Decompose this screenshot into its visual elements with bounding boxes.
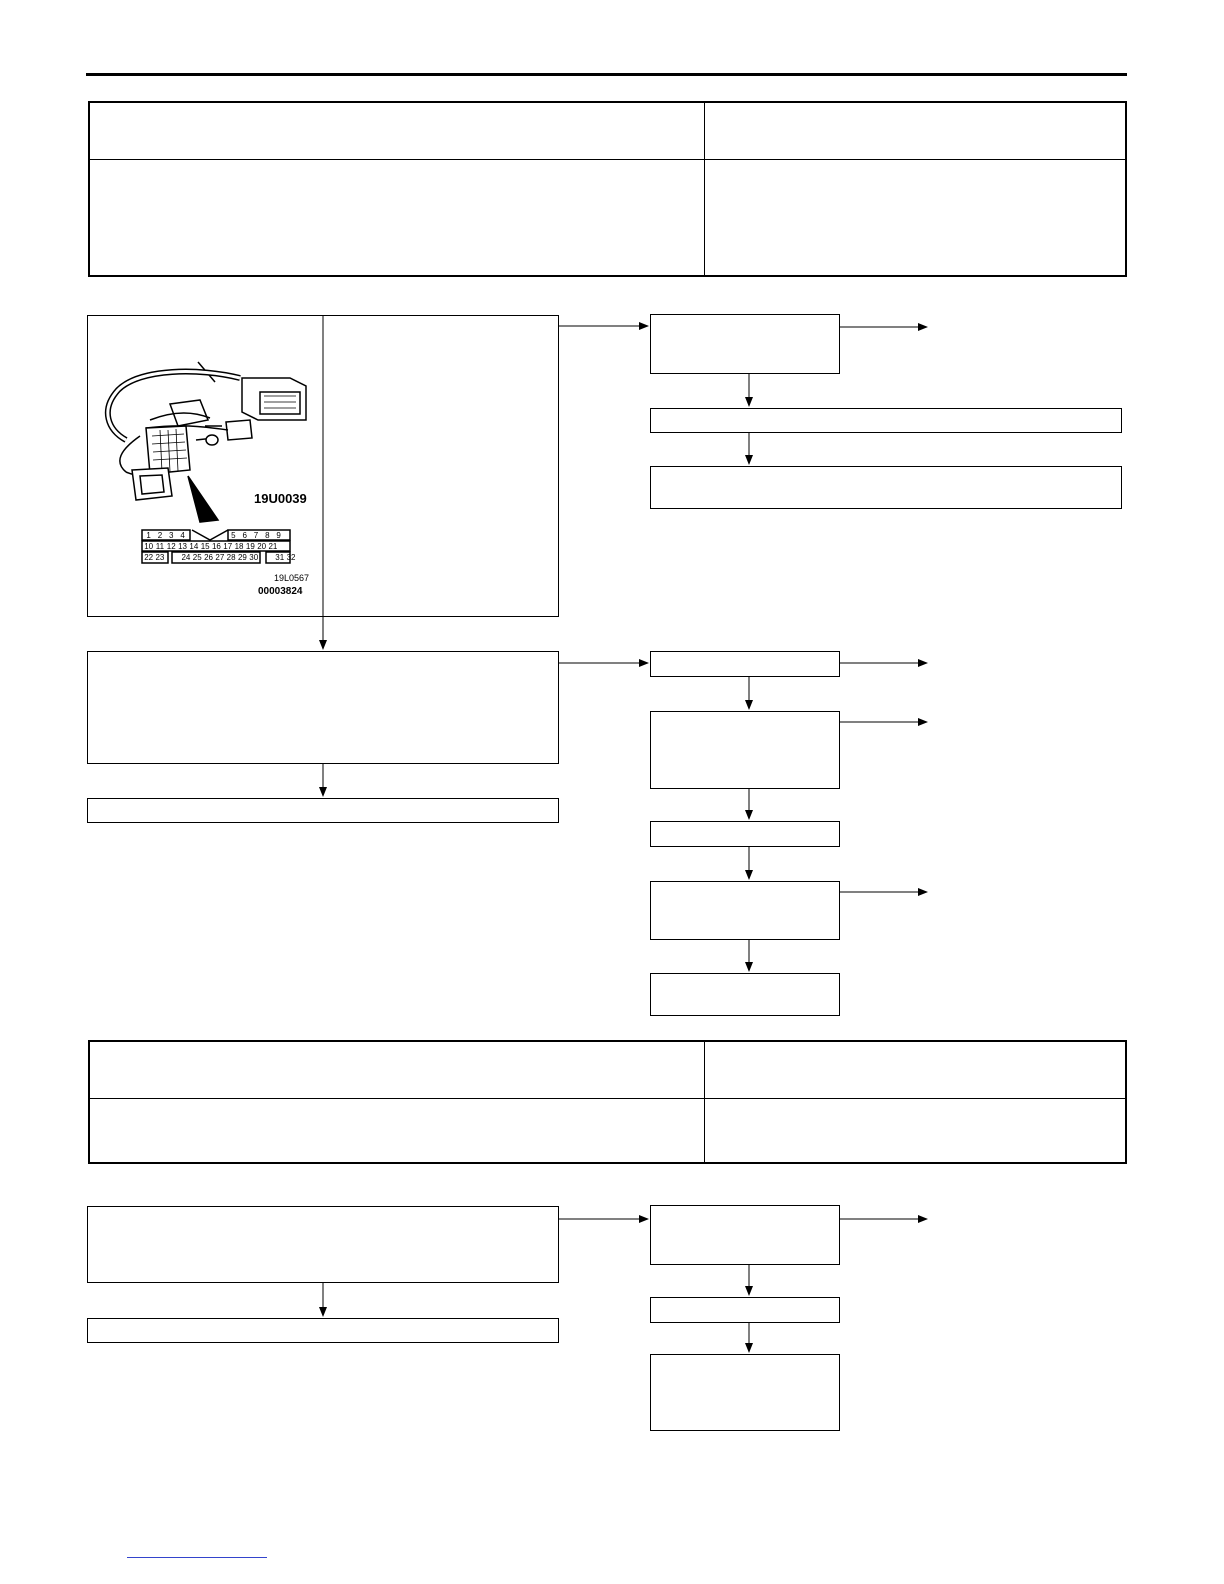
connector-pin-number: 6 <box>242 531 247 540</box>
top-table <box>88 101 1127 277</box>
connector-pin-number: 18 <box>234 542 244 551</box>
connector-pin-number: 11 <box>155 542 165 551</box>
figure-code-3: 00003824 <box>258 586 303 597</box>
result-box-4 <box>650 821 840 847</box>
figure-code-2: 19L0567 <box>274 573 310 583</box>
result-box-2 <box>650 651 840 677</box>
result-box-8 <box>650 1297 840 1323</box>
bottom-table-col-divider <box>704 1040 705 1164</box>
step-2-result-box <box>87 798 559 823</box>
step-3-result-box <box>87 1318 559 1343</box>
check-box-5 <box>650 881 840 940</box>
connector-pin-number: 24 <box>181 553 191 562</box>
bottom-table <box>88 1040 1127 1164</box>
result-box-1 <box>650 314 840 374</box>
connector-pin-number: 12 <box>166 542 176 551</box>
connector-pin-number: 16 <box>211 542 221 551</box>
step-1-box <box>87 315 559 617</box>
connector-pin-number: 31 <box>275 553 285 562</box>
connector-pin-number: 20 <box>257 542 267 551</box>
action-box-9 <box>650 1354 840 1431</box>
connector-pin-number: 17 <box>223 542 233 551</box>
action-box-6 <box>650 973 840 1016</box>
connector-pin-number: 3 <box>169 531 174 540</box>
figure-code-1: 19U0039 <box>254 491 307 506</box>
top-table-col-divider <box>704 101 705 277</box>
connector-pin-number: 8 <box>265 531 270 540</box>
top-table-row-divider <box>88 159 1127 160</box>
connector-pin-number: 26 <box>204 553 213 562</box>
check-box-3 <box>650 711 840 789</box>
connector-pin-number: 7 <box>253 531 259 540</box>
connector-pin-number: 29 <box>237 553 247 562</box>
connector-pin-number: 13 <box>178 542 187 551</box>
connector-pin-number: 2 <box>157 531 163 540</box>
connector-pin-number: 30 <box>249 553 259 562</box>
action-box-2 <box>650 466 1122 509</box>
connector-pin-number: 14 <box>189 542 199 551</box>
connector-pin-number: 21 <box>268 542 278 551</box>
connector-pin-number: 28 <box>226 553 236 562</box>
connector-pin-number: 23 <box>155 553 165 562</box>
footer-link[interactable] <box>127 1557 267 1558</box>
connector-pin-number: 9 <box>276 531 281 540</box>
connector-pin-number: 19 <box>245 542 255 551</box>
connector-pin-number: 1 <box>146 531 151 540</box>
action-box-1 <box>650 408 1122 433</box>
result-box-7 <box>650 1205 840 1265</box>
connector-pin-number: 32 <box>286 553 296 562</box>
connector-pin-number: 10 <box>144 542 154 551</box>
bottom-table-row-divider <box>88 1098 1127 1099</box>
connector-pin-number: 25 <box>192 553 202 562</box>
connector-pin-number: 22 <box>144 553 154 562</box>
connector-pin-number: 4 <box>180 531 185 540</box>
step-3-box <box>87 1206 559 1283</box>
step-2-box <box>87 651 559 764</box>
header-rule <box>86 73 1127 76</box>
connector-pin-number: 15 <box>200 542 210 551</box>
connector-pin-number: 27 <box>215 553 225 562</box>
connector-pin-number: 5 <box>231 531 236 540</box>
